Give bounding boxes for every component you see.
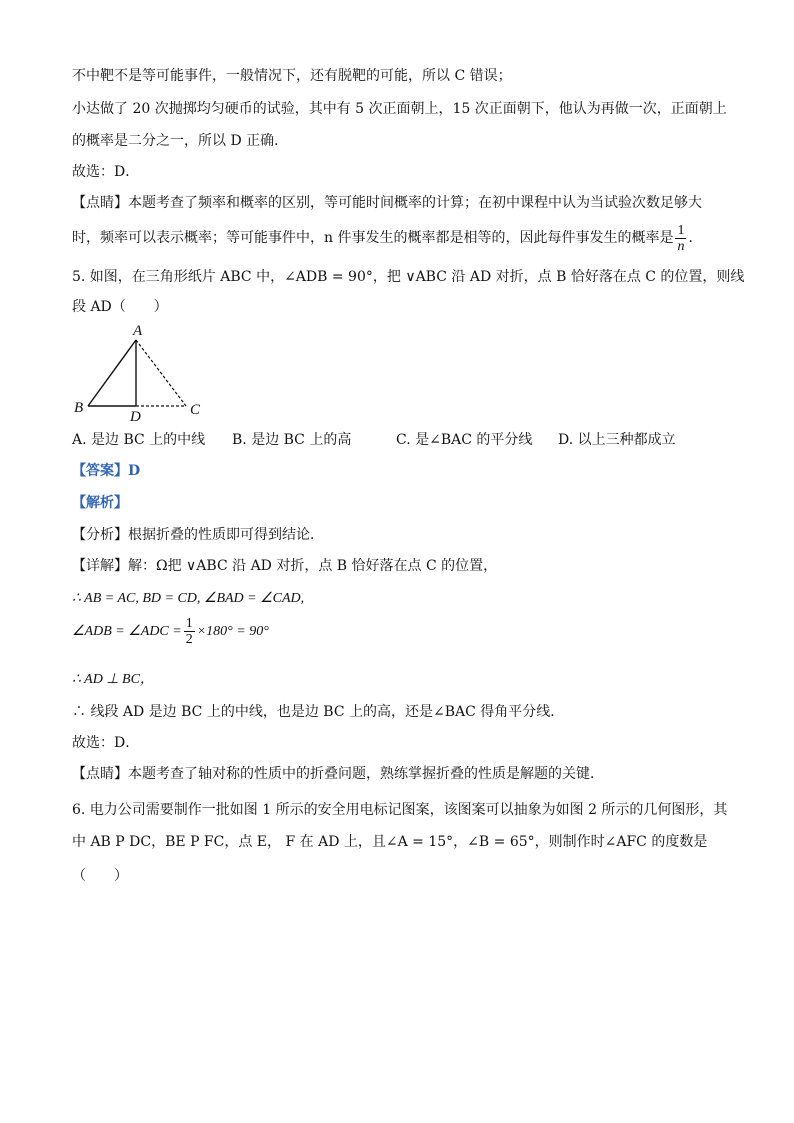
label-a: A <box>133 323 143 339</box>
answer-line: 【答案】D <box>72 463 141 479</box>
label-b: B <box>74 400 84 416</box>
text-line: 不中靶不是等可能事件，一般情况下，还有脱靶的可能，所以 C 错误； <box>72 68 512 84</box>
option-d: D. 以上三种都成立 <box>558 432 676 448</box>
question-6-line: 中 AB P DC，BE P FC，点 E， F 在 AD 上，且∠A = 15°，∠B = 65°，则制作时∠AFC 的度数是 <box>72 834 708 850</box>
tip-line: 【点睛】本题考查了轴对称的性质中的折叠问题，熟练掌握折叠的性质是解题的关键． <box>72 766 604 782</box>
equation-line: ∴ AD ⊥ BC， <box>72 672 154 687</box>
fraction-numerator: 1 <box>677 222 685 238</box>
label-c: C <box>190 402 201 418</box>
solution-line: 【详解】解：Ω把 ∨ABC 沿 AD 对折，点 B 恰好落在点 C 的位置， <box>72 558 498 574</box>
tip-line-fraction <box>72 222 702 254</box>
fraction <box>184 616 195 647</box>
text-segment: ×180° = 90° <box>196 624 269 639</box>
text-segment: ． <box>688 230 703 246</box>
segment-ab <box>88 340 136 406</box>
equation-line-fraction <box>72 614 269 649</box>
text-segment: 时，频率可以表示概率；等可能事件中，n 件事发生的概率都是相等的，因此每件事发生的概率是 <box>72 230 674 246</box>
question-5-line: 5. 如图，在三角形纸片 ABC 中，∠ADB = 90°，把 ∨ABC 沿 AD 对折，点 B 恰好落在点 C 的位置，则线 <box>72 269 745 285</box>
fraction-denominator: 2 <box>185 631 193 647</box>
text-segment: ∠ADB = ∠ADC = <box>72 624 182 639</box>
analysis-heading: 【解析】 <box>72 495 128 511</box>
option-a: A. 是边 BC 上的中线 <box>72 432 206 448</box>
option-b: B. 是边 BC 上的高 <box>232 432 352 448</box>
segment-ac-dashed <box>136 340 186 406</box>
question-6-line: 6. 电力公司需要制作一批如图 1 所示的安全用电标记图案，该图案可以抽象为如图 2 所示的几何图形，其 <box>72 802 728 818</box>
text-line: 小达做了 20 次抛掷均匀硬币的试验，其中有 5 次正面朝上，15 次正面朝下，他认为再做一次，正面朝上 <box>72 101 727 117</box>
triangle-figure <box>72 318 212 424</box>
fraction <box>675 223 686 254</box>
label-d: D <box>130 409 141 424</box>
conclusion-line: ∴ 线段 AD 是边 BC 上的中线，也是边 BC 上的高，还是∠BAC 得角平分线． <box>72 704 565 720</box>
choice-line: 故选：D． <box>72 735 140 751</box>
option-c: C. 是∠BAC 的平分线 <box>396 432 533 448</box>
question-6-line: （ ） <box>72 868 128 884</box>
equation-line: ∴ AB = AC, BD = CD, ∠BAD = ∠CAD, <box>72 591 305 606</box>
fraction-numerator: 1 <box>185 615 193 631</box>
text-line: 故选：D． <box>72 164 140 180</box>
text-line: 的概率是二分之一，所以 D 正确． <box>72 133 289 149</box>
analysis-line: 【分析】根据折叠的性质即可得到结论． <box>72 527 324 543</box>
question-5-line: 段 AD（ ） <box>72 299 168 315</box>
tip-line: 【点睛】本题考查了频率和概率的区别，等可能时间概率的计算；在初中课程中认为当试验次数足够大 <box>72 195 702 211</box>
fraction-denominator: n <box>677 238 685 254</box>
